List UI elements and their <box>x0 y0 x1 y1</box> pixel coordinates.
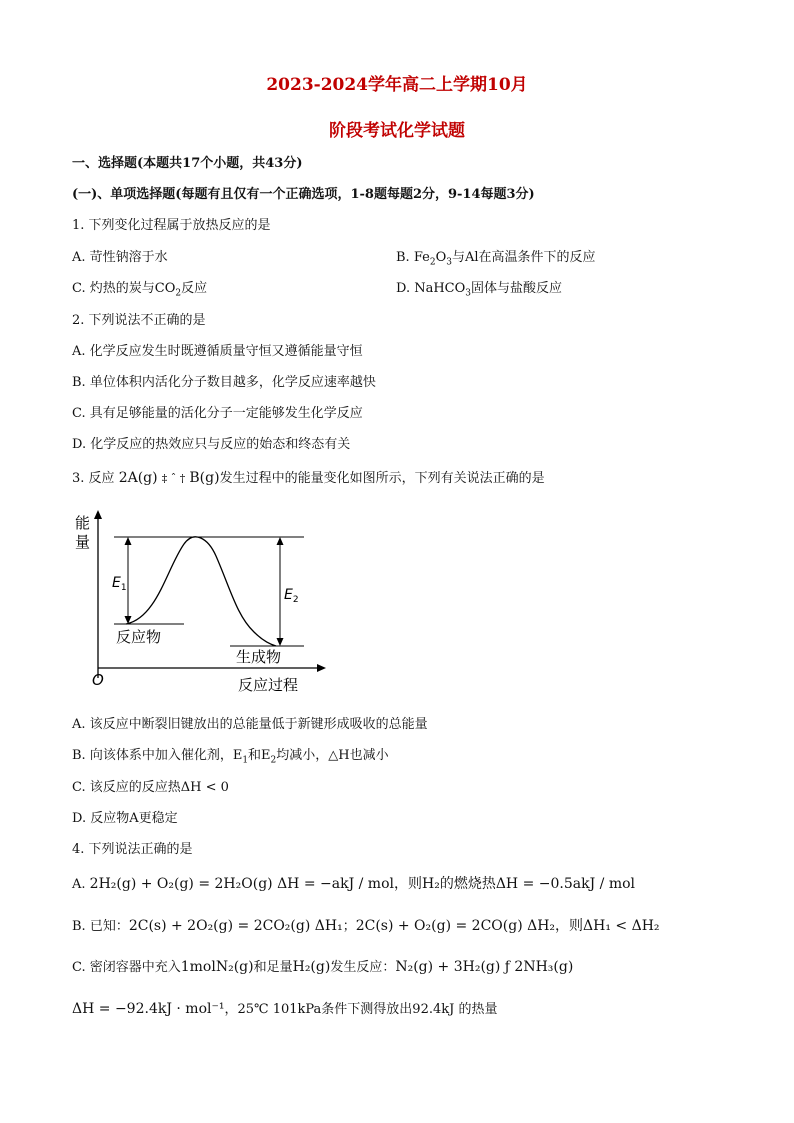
x-axis-label: 反应过程 <box>238 676 299 693</box>
q3-stem-post: 发生过程中的能量变化如图所示，下列有关说法正确的是 <box>219 471 545 486</box>
q4-b-equation-1: 2C(s) + 2O₂(g) = 2CO₂(g) ΔH₁ <box>128 918 343 934</box>
x-axis-arrow <box>317 664 326 672</box>
q4-b-pre: B. 已知： <box>72 919 129 934</box>
q4-b-post: ，则ΔH₁ < ΔH₂ <box>555 918 660 934</box>
q3-b-sub1: 1 <box>242 755 249 766</box>
q1-d-pre: D. NaHCO <box>396 281 466 296</box>
energy-profile-diagram <box>72 508 332 693</box>
e2-subscript: 2 <box>292 595 299 605</box>
q4-option-b <box>72 915 660 935</box>
q1-b-sub1: 2 <box>429 257 436 268</box>
y-axis-label-1: 能 <box>75 514 91 532</box>
origin-label: O <box>92 671 104 689</box>
exam-title-line2: 阶段考试化学试题 <box>329 121 465 141</box>
q4-c-equation-2: H₂(g) <box>292 959 331 975</box>
q4-c-mid: 和足量 <box>253 960 293 975</box>
q2-option-a: A. 化学反应发生时既遵循质量守恒又遵循能量守恒 <box>72 344 363 359</box>
q1-option-b <box>396 246 596 268</box>
q3-b-pre: B. 向该体系中加入催化剂，E <box>72 748 243 763</box>
q4-b-separator: ； <box>342 919 356 934</box>
q3-option-c: C. 该反应的反应热ΔH < 0 <box>72 780 229 795</box>
q3-option-b <box>72 744 389 766</box>
q1-b-sub2: 3 <box>446 257 452 268</box>
q1-c-post: 反应 <box>181 281 208 296</box>
q3-b-mid: 和E <box>248 748 271 763</box>
q1-d-post: 固体与盐酸反应 <box>471 281 563 296</box>
q1-b-mid: O <box>435 250 447 265</box>
section-heading: 一、选择题(本题共17个小题，共43分) <box>72 156 303 171</box>
q3-option-a: A. 该反应中断裂旧键放出的总能量低于新键形成吸收的总能量 <box>72 717 428 732</box>
e1-label <box>112 575 127 593</box>
q3-stem-pre: 3. 反应 <box>72 471 115 486</box>
q1-option-c <box>72 277 207 299</box>
q4-a-post: ，则H₂的燃烧热ΔH = −0.5akJ / mol <box>394 876 636 892</box>
q3-equation-left: 2A(g) <box>118 470 158 486</box>
q4-c-line2-equation: ΔH = −92.4kJ · mol⁻¹ <box>72 1001 225 1017</box>
q3-b-post: 均减小，△H也减小 <box>276 748 389 763</box>
q1-b-post: 与Al在高温条件下的反应 <box>451 250 596 265</box>
q2-option-b: B. 单位体积内活化分子数目越多，化学反应速率越快 <box>72 375 376 390</box>
e1-arrowhead-top <box>125 537 132 545</box>
q3-equation-arrow: ‡ ˆ † <box>161 472 186 485</box>
q4-c-pre: C. 密闭容器中充入 <box>72 960 181 975</box>
q2-stem: 2. 下列说法不正确的是 <box>72 313 206 328</box>
e2-letter: E <box>284 587 293 603</box>
e2-arrowhead-top <box>277 537 284 545</box>
e2-label <box>284 587 299 605</box>
q2-option-d: D. 化学反应的热效应只与反应的始态和终态有关 <box>72 437 351 452</box>
q4-option-c <box>72 956 573 975</box>
e1-subscript: 1 <box>120 583 127 593</box>
reactant-label: 反应物 <box>116 628 162 646</box>
q1-option-d <box>396 277 562 299</box>
q4-c-line2-post: ，25℃ 101kPa条件下测得放出92.4kJ 的热量 <box>224 1002 498 1017</box>
q4-a-equation: 2H₂(g) + O₂(g) = 2H₂O(g) ΔH = −akJ / mol <box>89 876 394 892</box>
q3-b-sub2: 2 <box>270 755 277 766</box>
q4-option-a <box>72 873 635 893</box>
subsection-heading: (一)、单项选择题(每题有且仅有一个正确选项，1-8题每题2分，9-14每题3分) <box>72 187 535 202</box>
q1-stem: 1. 下列变化过程属于放热反应的是 <box>72 218 271 233</box>
q4-b-equation-2: 2C(s) + O₂(g) = 2CO(g) ΔH₂ <box>355 918 556 934</box>
q1-b-pre: B. Fe <box>396 250 430 265</box>
q3-option-d: D. 反应物A更稳定 <box>72 811 178 826</box>
q1-option-a: A. 苛性钠溶于水 <box>72 250 168 265</box>
e2-arrowhead-bottom <box>277 638 284 646</box>
q1-d-sub: 3 <box>465 288 472 299</box>
y-axis-label-2: 量 <box>75 533 91 551</box>
q3-stem <box>72 467 545 486</box>
product-label: 生成物 <box>236 648 282 666</box>
q4-stem: 4. 下列说法正确的是 <box>72 842 193 857</box>
q3-equation-right: B(g) <box>189 470 220 486</box>
e1-letter: E <box>112 575 121 591</box>
q4-c-equation-3: N₂(g) + 3H₂(g) ƒ 2NH₃(g) <box>395 959 574 975</box>
q4-a-label: A. <box>72 877 86 892</box>
q1-c-pre: C. 灼热的炭与CO <box>72 281 176 296</box>
q4-c-equation-1: 1molN₂(g) <box>180 959 254 975</box>
q4-option-c-line2 <box>72 998 497 1017</box>
q4-c-mid2: 发生反应： <box>330 960 396 975</box>
y-axis-arrow <box>94 510 102 519</box>
exam-title-line1: 2023-2024学年高二上学期10月 <box>266 75 528 95</box>
q2-option-c: C. 具有足够能量的活化分子一定能够发生化学反应 <box>72 406 363 421</box>
q1-c-sub: 2 <box>175 288 182 299</box>
